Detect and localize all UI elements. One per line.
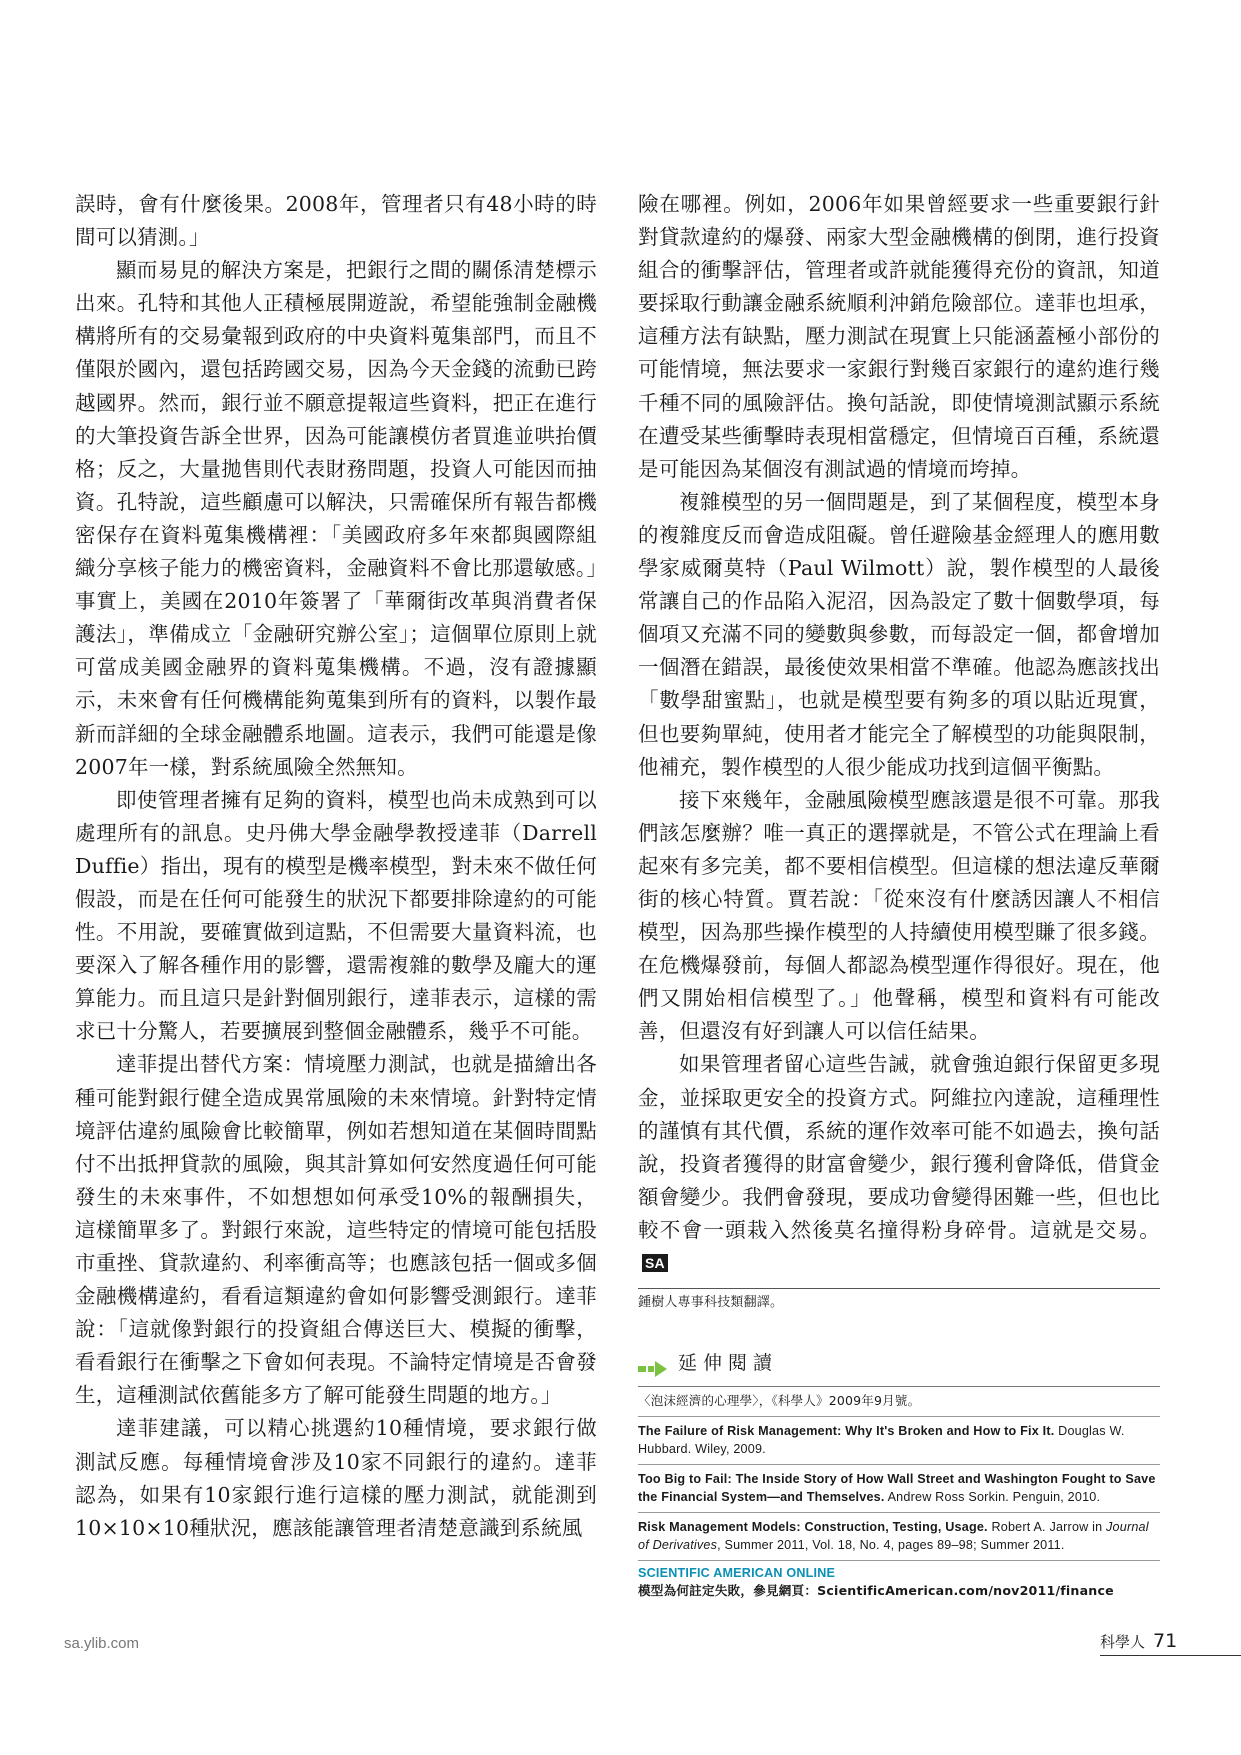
article-paragraph: 達菲提出替代方案：情境壓力測試，也就是描繪出各種可能對銀行健全造成異常風險的未來情境。針對特定情境評估違約風險會比較簡單，例如若想知道在某個時間點付不出抵押貸款的風險，與其計算如何安然度過任何可能發生的未來事件，不如想想如何承受10%的報酬損失，這樣簡單多了。對銀行來說，這些特定的情境可能包括股市重挫、貸款違約、利率衝高等；也應該包括一個或多個金融機構違約，看看這類違約會如何影響受測銀行。達菲說：「這就像對銀行的投資組合傳送巨大、模擬的衝擊，看看銀行在衝擊之下會如何表現。不論特定情境是否會發生，這種測試依舊能多方了解可能發生問題的地方。」: [75, 1052, 597, 1408]
article-column-right: [638, 188, 1160, 1600]
page-number: 71: [1153, 1630, 1178, 1652]
reading-details-tail: , Summer 2011, Vol. 18, No. 4, pages 89–98; Summer 2011.: [717, 1538, 1065, 1553]
divider: [638, 1288, 1160, 1289]
online-link[interactable]: 模型為何註定失敗，參見網頁：ScientificAmerican.com/nov2011/finance: [638, 1583, 1114, 1599]
reading-details: Douglas W. Hubbard. Wiley, 2009.: [638, 1424, 1125, 1457]
end-mark-sa-logo: SA: [642, 1254, 668, 1272]
reading-details: Andrew Ross Sorkin. Penguin, 2010.: [884, 1490, 1101, 1505]
reading-item: [638, 1417, 1160, 1465]
footer-site: sa.ylib.com: [64, 1635, 140, 1652]
article-paragraph: 接下來幾年，金融風險模型應該還是很不可靠。那我們該怎麼辦？唯一真正的選擇就是，不管公式在理論上看起來有多完美，都不要相信模型。但這樣的想法違反華爾街的核心特質。賈若說：「從來沒有什麼誘因讓人不相信模型，因為那些操作模型的人持續使用模型賺了很多錢。在危機爆發前，每個人都認為模型運作得很好。現在，他們又開始相信模型了。」他聲稱，模型和資料有可能改善，但還沒有好到讓人可以信任結果。: [638, 787, 1160, 1044]
article-column-left: [75, 188, 597, 1545]
reading-details: Robert A. Jarrow in: [987, 1520, 1107, 1535]
footer-page: [1100, 1630, 1177, 1652]
reading-item: [638, 1513, 1160, 1561]
reading-item: 〈泡沫經濟的心理學〉，《科學人》2009年9月號。: [638, 1387, 1160, 1417]
article-paragraph: 險在哪裡。例如，2006年如果曾經要求一些重要銀行針對貸款違約的爆發、兩家大型金融機構的倒閉，進行投資組合的衝擊評估，管理者或許就能獲得充份的資訊，知道要採取行動讓金融系統順利沖銷危險部位。達菲也坦承，這種方法有缺點，壓力測試在現實上只能涵蓋極小部份的可能情境，無法要求一家銀行對幾百家銀行的違約進行幾千種不同的風險評估。換句話說，即使情境測試顯示系統在遭受某些衝擊時表現相當穩定，但情境百百種，系統還是可能因為某個沒有測試過的情境而垮掉。: [638, 192, 1160, 481]
translator-note: 鍾樹人專事科技類翻譯。: [638, 1295, 784, 1311]
further-reading-box: [638, 1347, 1160, 1600]
article-paragraph-last: [638, 1048, 1160, 1280]
footer-magazine: 科學人: [1100, 1633, 1146, 1651]
further-reading-title: 延伸閱讀: [678, 1352, 779, 1375]
article-paragraph: 顯而易見的解決方案是，把銀行之間的關係清楚標示出來。孔特和其他人正積極展開遊說，希望能強制金融機構將所有的交易彙報到政府的中央資料蒐集部門，而且不僅限於國內，還包括跨國交易，因為今天金錢的流動已跨越國界。然而，銀行並不願意提報這些資料，把正在進行的大筆投資告訴全世界，因為可能讓模仿者買進並哄抬價格；反之，大量拋售則代表財務問題，投資人可能因而抽資。孔特說，這些顧慮可以解決，只需確保所有報告都機密保存在資料蒐集機構裡：「美國政府多年來都與國際組織分享核子能力的機密資料，金融資料不會比那還敏感。」事實上，美國在2010年簽署了「華爾街改革與消費者保護法」，準備成立「金融研究辦公室」；這個單位原則上就可當成美國金融界的資料蒐集機構。不過，沒有證據顯示，未來會有任何機構能夠蒐集到所有的資料，以製作最新而詳細的全球金融體系地圖。這表示，我們可能還是像2007年一樣，對系統風險全然無知。: [75, 258, 597, 779]
reading-item: [638, 1465, 1160, 1513]
further-reading-header: [638, 1347, 1160, 1387]
online-label: SCIENTIFIC AMERICAN ONLINE: [638, 1566, 836, 1581]
article-paragraph: 達菲建議，可以精心挑選約10種情境，要求銀行做測試反應。每種情境會涉及10家不同銀行的違約。達菲認為，如果有10家銀行進行這樣的壓力測試，就能測到10×10×10種狀況，應該能讓管理者清楚意識到系統風: [75, 1416, 597, 1540]
article-paragraph: 誤時，會有什麼後果。2008年，管理者只有48小時的時間可以猜測。」: [75, 192, 597, 250]
article-paragraph: 即使管理者擁有足夠的資料，模型也尚未成熟到可以處理所有的訊息。史丹佛大學金融學教授達菲（Darrell Duffie）指出，現有的模型是機率模型，對未來不做任何假設，而是在任何可能發生的狀況下都要排除違約的可能性。不用說，要確實做到這點，不但需要大量資料流，也要深入了解各種作用的影響，還需複雜的數學及龐大的運算能力。而且這只是針對個別銀行，達菲表示，這樣的需求已十分驚人，若要擴展到整個金融體系，幾乎不可能。: [75, 787, 597, 1044]
arrow-icon: [638, 1355, 668, 1373]
reading-title: Risk Management Models: Construction, Testing, Usage.: [638, 1520, 988, 1535]
article-paragraph: 複雜模型的另一個問題是，到了某個程度，模型本身的複雜度反而會造成阻礙。曾任避險基金經理人的應用數學家威爾莫特（Paul Wilmott）說，製作模型的人最後常讓自己的作品陷入泥沼，因為設定了數十個數學項，每個項又充滿不同的變數與參數，而每設定一個，都會增加一個潛在錯誤，最後使效果相當不準確。他認為應該找出「數學甜蜜點」，也就是模型要有夠多的項以貼近現實，但也要夠單純，使用者才能完全了解模型的功能與限制，他補充，製作模型的人很少能成功找到這個平衡點。: [638, 489, 1160, 779]
reading-title: Too Big to Fail: The Inside Story of How Wall Street and Washington Fought to Save the Financial System—and Themselves.: [638, 1472, 1156, 1505]
footer-rule: [1100, 1655, 1241, 1656]
reading-title: The Failure of Risk Management: Why It's Broken and How to Fix It.: [638, 1424, 1055, 1439]
journal-name: Journal of Derivatives: [638, 1520, 1149, 1553]
last-paragraph-text: 如果管理者留心這些告誡，就會強迫銀行保留更多現金，並採取更安全的投資方式。阿維拉內達說，這種理性的謹慎有其代價，系統的運作效率可能不如過去，換句話說，投資者獲得的財富會變少，銀行獲利會降低，借貸金額會變少。我們會發現，要成功會變得困難一些，但也比較不會一頭栽入然後莫名撞得粉身碎骨。這就是交易。: [638, 1052, 1160, 1242]
